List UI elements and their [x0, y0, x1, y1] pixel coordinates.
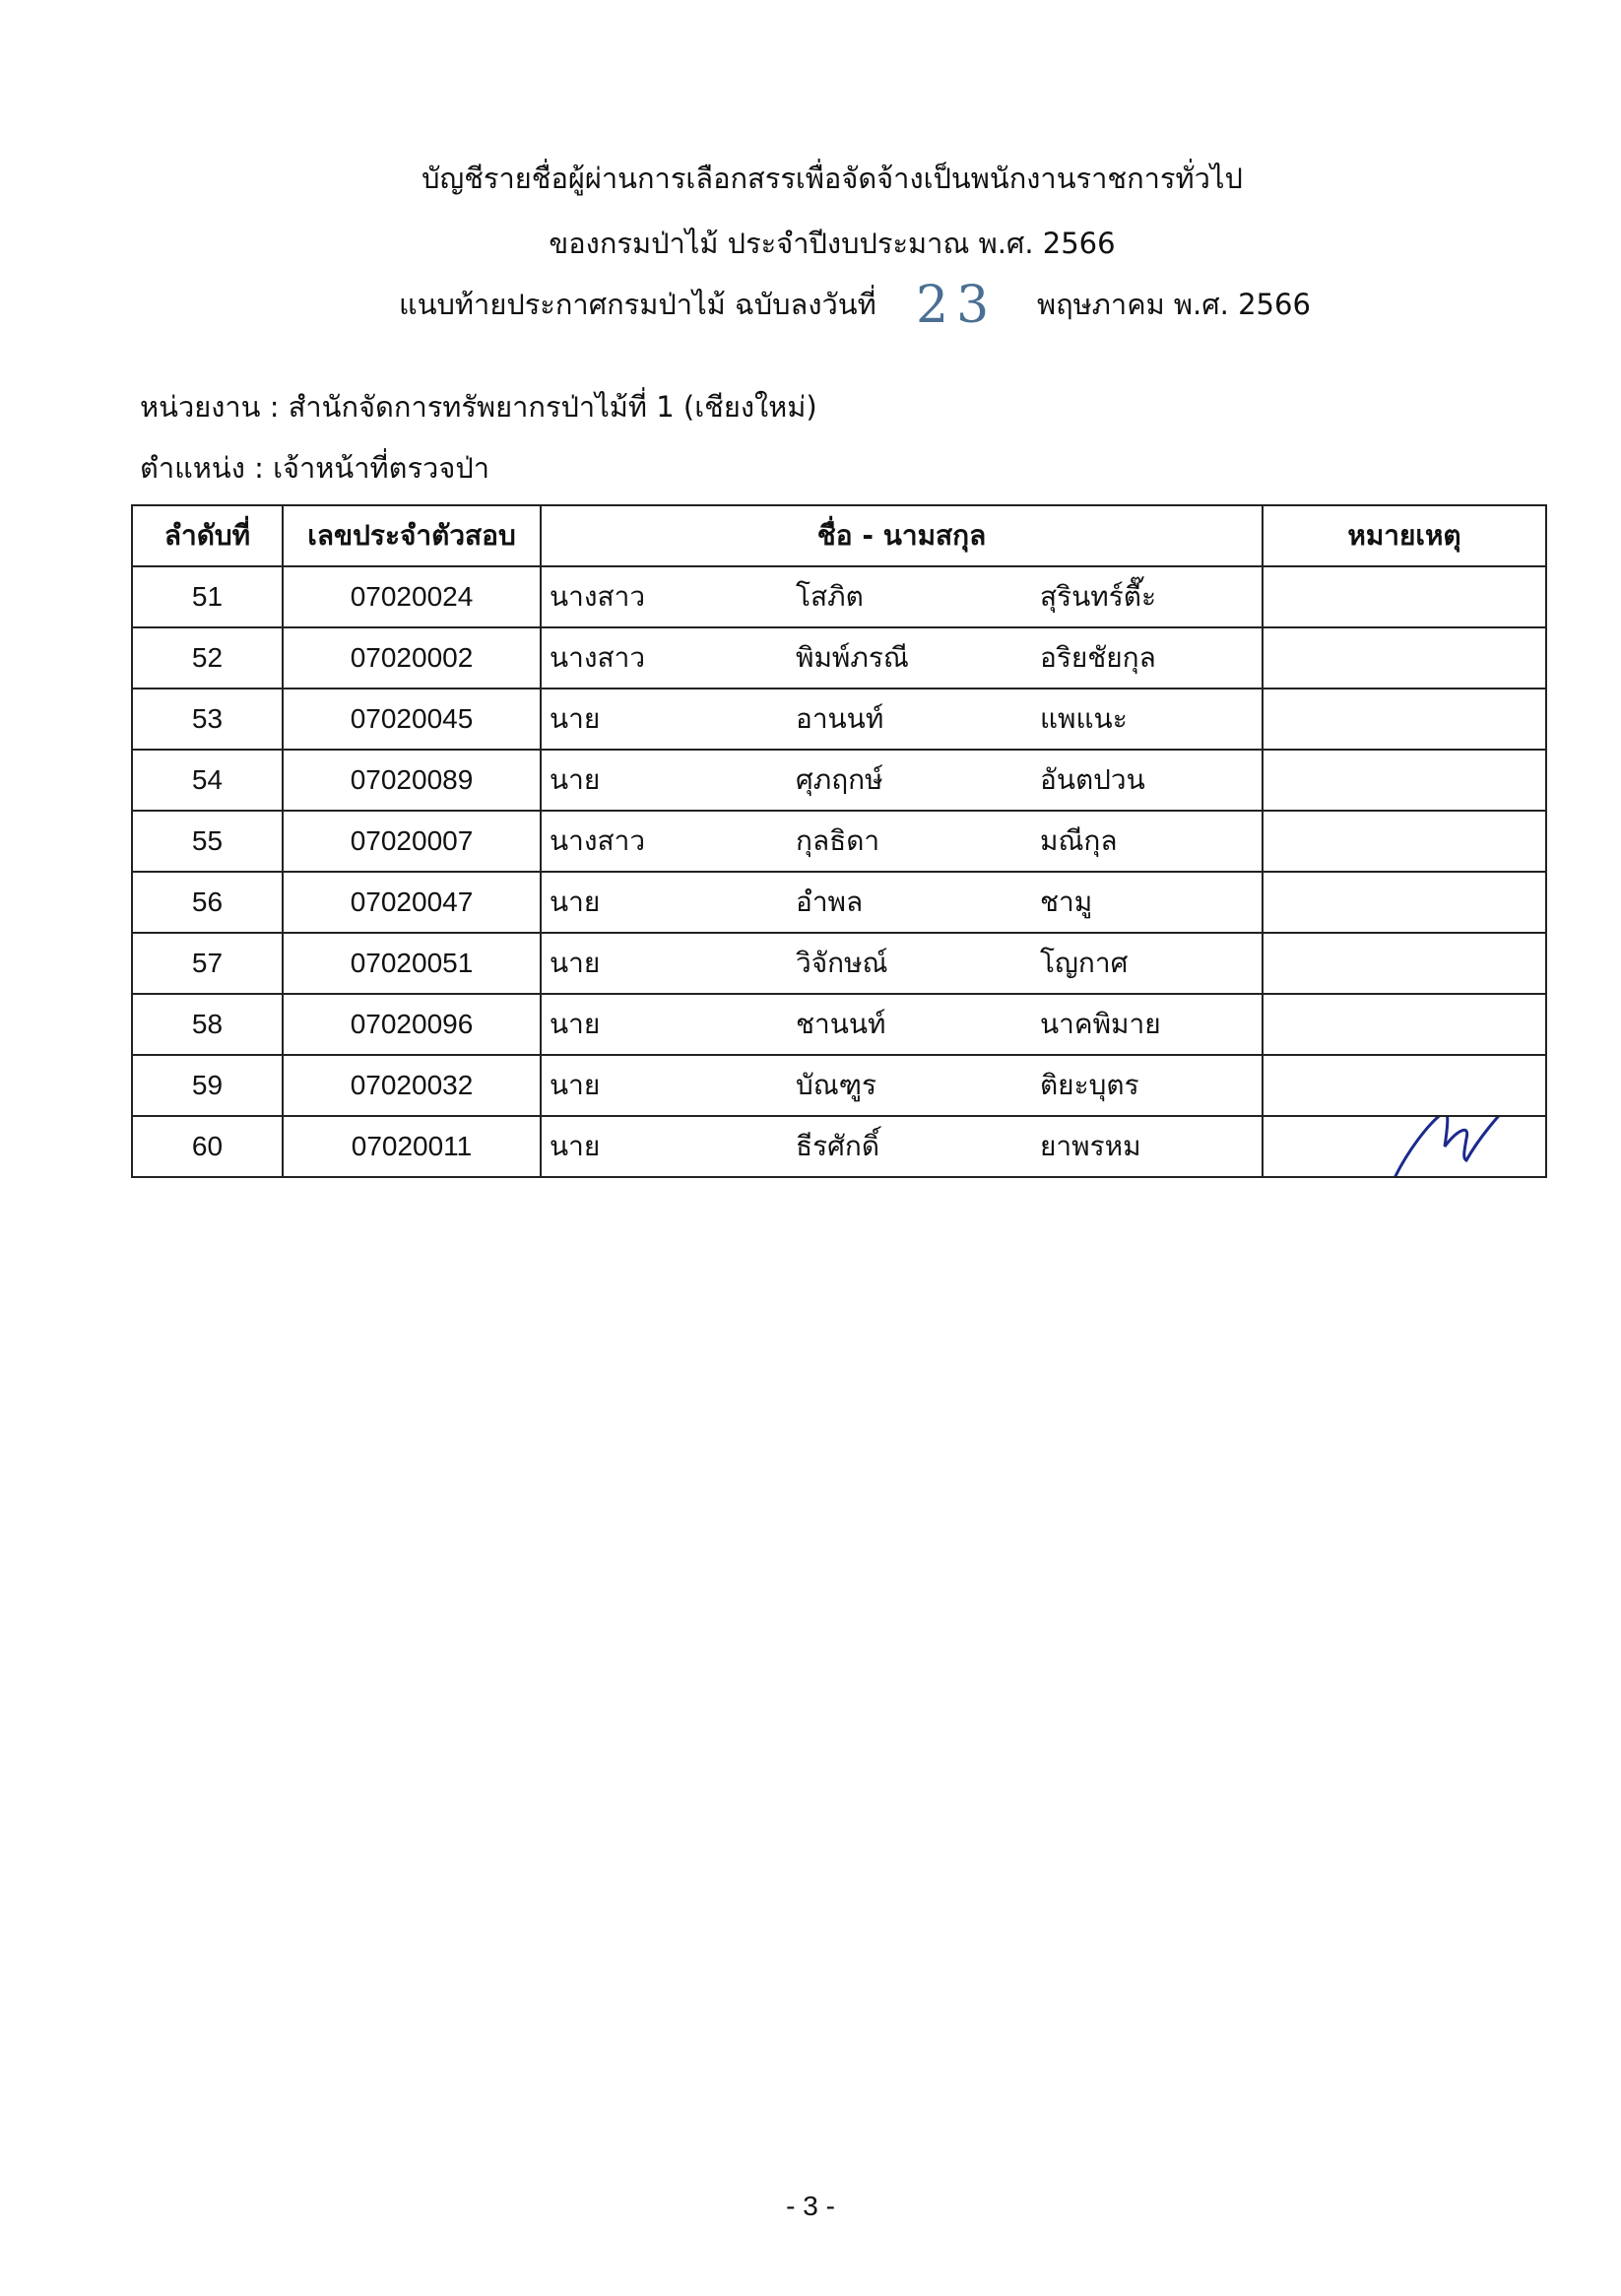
name-parts — [548, 995, 1256, 1054]
row-exam-id: 07020096 — [283, 994, 541, 1055]
name-parts — [548, 1117, 1256, 1176]
row-full-name — [541, 872, 1263, 933]
row-note — [1263, 1055, 1546, 1116]
row-number: 57 — [132, 933, 283, 994]
name-parts — [548, 1056, 1256, 1115]
row-note — [1263, 627, 1546, 689]
row-exam-id: 07020032 — [283, 1055, 541, 1116]
table-row — [132, 750, 1546, 811]
row-exam-id: 07020089 — [283, 750, 541, 811]
name-title: นางสาว — [550, 824, 646, 857]
signature-stroke — [1395, 1116, 1525, 1176]
last-name: มณีกุล — [1040, 824, 1118, 857]
last-name: ติยะบุตร — [1040, 1069, 1139, 1101]
row-full-name — [541, 689, 1263, 750]
row-note — [1263, 689, 1546, 750]
page-number: - 3 - — [786, 2191, 835, 2221]
table-header-row — [132, 505, 1546, 566]
name-title: นาย — [550, 1130, 601, 1162]
table-row — [132, 689, 1546, 750]
table-row — [132, 872, 1546, 933]
row-note — [1263, 872, 1546, 933]
last-name: แพแนะ — [1040, 702, 1128, 735]
agency-unit: หน่วยงาน : สำนักจัดการทรัพยากรป่าไม้ที่ 1 (เชียงใหม่) — [140, 390, 817, 424]
header-note: หมายเหตุ — [1263, 505, 1546, 566]
row-full-name — [541, 566, 1263, 627]
row-number: 52 — [132, 627, 283, 689]
row-note — [1263, 933, 1546, 994]
row-note — [1263, 750, 1546, 811]
last-name: อันตปวน — [1040, 763, 1145, 796]
first-name: โสภิต — [796, 580, 864, 613]
row-full-name — [541, 933, 1263, 994]
row-full-name — [541, 750, 1263, 811]
first-name: ศุภฤกษ์ — [796, 763, 883, 796]
row-full-name — [541, 1055, 1263, 1116]
row-number: 55 — [132, 811, 283, 872]
name-parts — [548, 567, 1256, 626]
announcement-day-stamp: 23 — [916, 276, 998, 335]
name-parts — [548, 628, 1256, 688]
candidate-table — [131, 504, 1547, 1178]
row-note — [1263, 1116, 1546, 1177]
name-parts — [548, 812, 1256, 871]
last-name: นาคพิมาย — [1040, 1008, 1161, 1040]
table-row — [132, 1055, 1546, 1116]
signature-mark — [1388, 1116, 1535, 1177]
header-name: ชื่อ - นามสกุล — [541, 505, 1263, 566]
row-full-name — [541, 627, 1263, 689]
header-exam-id: เลขประจำตัวสอบ — [283, 505, 541, 566]
announcement-date-prefix: แนบท้ายประกาศกรมป่าไม้ ฉบับลงวันที่ — [399, 288, 876, 321]
row-number: 56 — [132, 872, 283, 933]
row-number: 53 — [132, 689, 283, 750]
row-number: 54 — [132, 750, 283, 811]
row-exam-id: 07020045 — [283, 689, 541, 750]
first-name: ธีรศักดิ์ — [796, 1130, 880, 1162]
row-note — [1263, 994, 1546, 1055]
row-number: 60 — [132, 1116, 283, 1177]
name-title: นางสาว — [550, 580, 646, 613]
row-exam-id: 07020011 — [283, 1116, 541, 1177]
first-name: พิมพ์ภรณี — [796, 641, 909, 674]
document-title-line-2: ของกรมป่าไม้ ประจำปีงบประมาณ พ.ศ. 2566 — [549, 227, 1116, 260]
row-note — [1263, 566, 1546, 627]
first-name: อานนท์ — [796, 702, 884, 735]
last-name: ชามู — [1040, 886, 1093, 918]
first-name: ชานนท์ — [796, 1008, 886, 1040]
row-exam-id: 07020002 — [283, 627, 541, 689]
row-exam-id: 07020047 — [283, 872, 541, 933]
header-no: ลำดับที่ — [132, 505, 283, 566]
first-name: อำพล — [796, 886, 864, 918]
name-title: นาย — [550, 1069, 601, 1101]
row-note — [1263, 811, 1546, 872]
row-full-name — [541, 1116, 1263, 1177]
name-parts — [548, 689, 1256, 749]
name-title: นาย — [550, 947, 601, 979]
row-full-name — [541, 811, 1263, 872]
row-number: 59 — [132, 1055, 283, 1116]
document-title-line-1: บัญชีรายชื่อผู้ผ่านการเลือกสรรเพื่อจัดจ้างเป็นพนักงานราชการทั่วไป — [421, 162, 1243, 195]
row-exam-id: 07020024 — [283, 566, 541, 627]
name-title: นาย — [550, 702, 601, 735]
table-row — [132, 627, 1546, 689]
row-full-name — [541, 994, 1263, 1055]
last-name: สุรินทร์ตื๊ะ — [1040, 580, 1156, 613]
last-name: อริยชัยกุล — [1040, 641, 1156, 674]
row-exam-id: 07020007 — [283, 811, 541, 872]
row-exam-id: 07020051 — [283, 933, 541, 994]
first-name: บัณฑูร — [796, 1069, 877, 1101]
table-row — [132, 994, 1546, 1055]
announcement-month-year: พฤษภาคม พ.ศ. 2566 — [1037, 288, 1311, 321]
table-body — [132, 566, 1546, 1177]
table-row — [132, 933, 1546, 994]
name-title: นางสาว — [550, 641, 646, 674]
name-title: นาย — [550, 1008, 601, 1040]
last-name: ยาพรหม — [1040, 1130, 1141, 1162]
first-name: กุลธิดา — [796, 824, 880, 857]
name-parts — [548, 934, 1256, 993]
name-parts — [548, 873, 1256, 932]
first-name: วิจักษณ์ — [796, 947, 888, 979]
job-position: ตำแหน่ง : เจ้าหน้าที่ตรวจป่า — [140, 451, 490, 485]
table-row — [132, 566, 1546, 627]
row-number: 51 — [132, 566, 283, 627]
table-row — [132, 1116, 1546, 1177]
name-title: นาย — [550, 763, 601, 796]
name-parts — [548, 751, 1256, 810]
name-title: นาย — [550, 886, 601, 918]
table-row — [132, 811, 1546, 872]
last-name: โญกาศ — [1040, 947, 1129, 979]
row-number: 58 — [132, 994, 283, 1055]
